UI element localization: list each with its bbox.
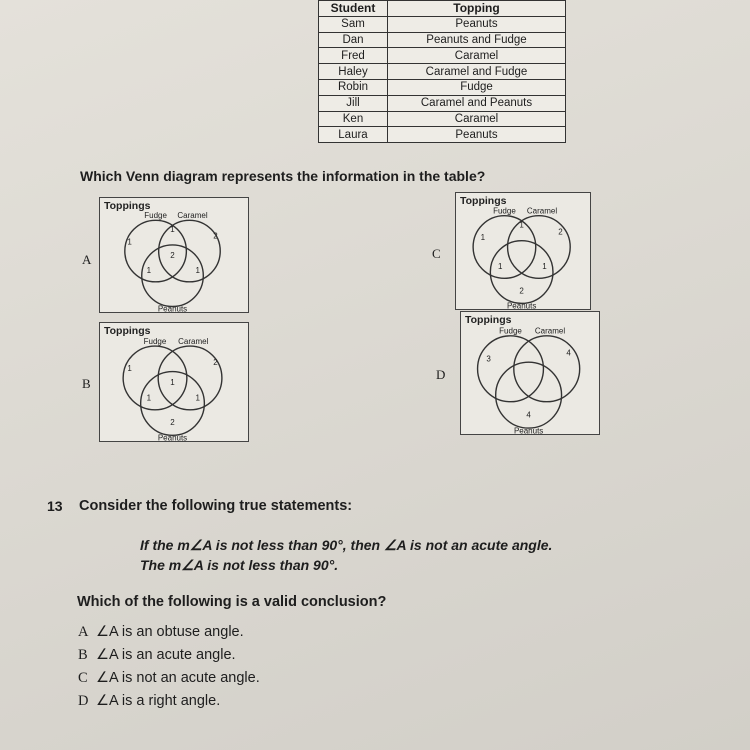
venn-diagram-d[interactable] <box>460 311 600 435</box>
question-12-heading: Which Venn diagram represents the information in the table? <box>80 168 486 184</box>
region-count-caramel-only: 2 <box>558 227 563 237</box>
statement-1: If the m∠A is not less than 90°, then ∠A is not an acute angle. <box>140 537 553 553</box>
table-row <box>319 32 566 48</box>
set-label-caramel: Caramel <box>534 326 566 336</box>
region-count-fudge-peanuts: 1 <box>146 393 152 403</box>
topping-cell: Caramel and Fudge <box>388 64 566 80</box>
question-13-number: 13 <box>47 498 63 514</box>
choice-text: ∠A is an acute angle. <box>96 647 236 663</box>
answer-choice-b[interactable] <box>78 647 236 664</box>
column-header-topping: Topping <box>388 1 566 17</box>
set-label-peanuts: Peanuts <box>157 304 188 312</box>
venn-diagram-b[interactable] <box>99 322 249 442</box>
venn-diagram-c[interactable] <box>455 192 591 310</box>
set-label-fudge: Fudge <box>499 326 522 336</box>
venn-title: Toppings <box>104 200 151 212</box>
region-count-caramel-peanuts: 1 <box>195 265 200 275</box>
column-header-student: Student <box>319 1 388 17</box>
question-13-text: Consider the following true statements: <box>79 498 353 514</box>
fudge-circle <box>125 220 187 282</box>
answer-choice-d[interactable] <box>78 693 220 710</box>
caramel-circle <box>508 216 571 279</box>
table-row <box>319 16 566 32</box>
venn-svg <box>456 193 590 309</box>
set-label-fudge: Fudge <box>144 211 167 221</box>
venn-svg <box>100 323 248 441</box>
caramel-circle <box>158 346 222 410</box>
region-count-fudge-only: 1 <box>127 237 132 247</box>
region-count-peanuts-only: 2 <box>170 418 175 428</box>
table-row <box>319 79 566 95</box>
region-count-fudge-only: 1 <box>480 233 486 243</box>
venn-title: Toppings <box>104 325 151 337</box>
set-label-caramel: Caramel <box>178 336 209 346</box>
venn-option-letter-a[interactable]: A <box>82 252 92 267</box>
table-row <box>319 111 566 127</box>
student-cell: Sam <box>319 16 388 32</box>
region-count-peanuts-only: 4 <box>526 410 531 420</box>
region-count-fudge-peanuts: 1 <box>497 262 503 272</box>
choice-text: ∠A is a right angle. <box>96 693 221 709</box>
region-count-center: 2 <box>170 251 175 260</box>
set-label-peanuts: Peanuts <box>157 433 188 441</box>
region-count-caramel-only: 2 <box>213 357 218 367</box>
table-header-row <box>319 1 566 17</box>
topping-cell: Peanuts and Fudge <box>388 32 566 48</box>
choice-text: ∠A is not an acute angle. <box>96 670 260 686</box>
fudge-circle <box>478 336 544 402</box>
region-count-fudge-caramel: 1 <box>170 224 175 234</box>
student-cell: Robin <box>319 79 388 95</box>
fudge-circle <box>473 216 536 279</box>
venn-title: Toppings <box>460 195 507 207</box>
topping-cell: Peanuts <box>388 16 566 32</box>
choice-letter: D <box>78 693 89 709</box>
answer-choice-a[interactable] <box>78 624 244 641</box>
region-count-caramel-peanuts: 1 <box>195 393 200 403</box>
venn-svg <box>461 312 599 434</box>
choice-letter: C <box>78 670 88 686</box>
region-count-peanuts-only: 2 <box>519 286 524 296</box>
set-label-peanuts: Peanuts <box>513 426 544 434</box>
caramel-circle <box>159 220 221 282</box>
table-row <box>319 95 566 111</box>
student-cell: Ken <box>319 111 388 127</box>
venn-title: Toppings <box>465 314 512 326</box>
student-cell: Jill <box>319 95 388 111</box>
answer-choice-c[interactable] <box>78 670 260 687</box>
choice-text: ∠A is an obtuse angle. <box>96 624 244 640</box>
region-count-fudge-only: 1 <box>127 363 132 373</box>
set-label-caramel: Caramel <box>526 206 558 216</box>
statement-2: The m∠A is not less than 90°. <box>140 557 339 573</box>
table-row <box>319 48 566 64</box>
student-cell: Dan <box>319 32 388 48</box>
question-13-prompt: Which of the following is a valid conclusion? <box>77 594 387 610</box>
table-row <box>319 127 566 143</box>
region-count-fudge-peanuts: 1 <box>146 265 152 275</box>
region-count-caramel-only: 4 <box>566 348 571 358</box>
venn-option-letter-b[interactable]: B <box>82 376 91 391</box>
choice-letter: A <box>78 624 89 640</box>
region-count-fudge-only: 3 <box>486 354 491 364</box>
table-row <box>319 64 566 80</box>
venn-svg <box>100 198 248 312</box>
student-cell: Laura <box>319 127 388 143</box>
student-cell: Haley <box>319 64 388 80</box>
caramel-circle <box>514 336 580 402</box>
venn-option-letter-d[interactable]: D <box>436 367 446 382</box>
region-count-fudge-caramel: 1 <box>519 220 524 230</box>
venn-option-letter-c[interactable]: C <box>432 246 441 261</box>
region-count-center: 1 <box>170 378 175 387</box>
choice-letter: B <box>78 647 88 663</box>
topping-cell: Caramel <box>388 48 566 64</box>
set-label-fudge: Fudge <box>143 336 167 346</box>
region-count-caramel-peanuts: 1 <box>542 262 547 272</box>
venn-diagram-a[interactable] <box>99 197 249 313</box>
region-count-caramel-only: 2 <box>213 231 218 241</box>
set-label-caramel: Caramel <box>177 211 208 221</box>
topping-cell: Peanuts <box>388 127 566 143</box>
fudge-circle <box>123 346 187 410</box>
topping-cell: Caramel and Peanuts <box>388 95 566 111</box>
set-label-peanuts: Peanuts <box>506 301 537 309</box>
topping-cell: Caramel <box>388 111 566 127</box>
student-cell: Fred <box>319 48 388 64</box>
set-label-fudge: Fudge <box>493 206 516 216</box>
topping-cell: Fudge <box>388 79 566 95</box>
student-topping-table <box>318 0 566 143</box>
